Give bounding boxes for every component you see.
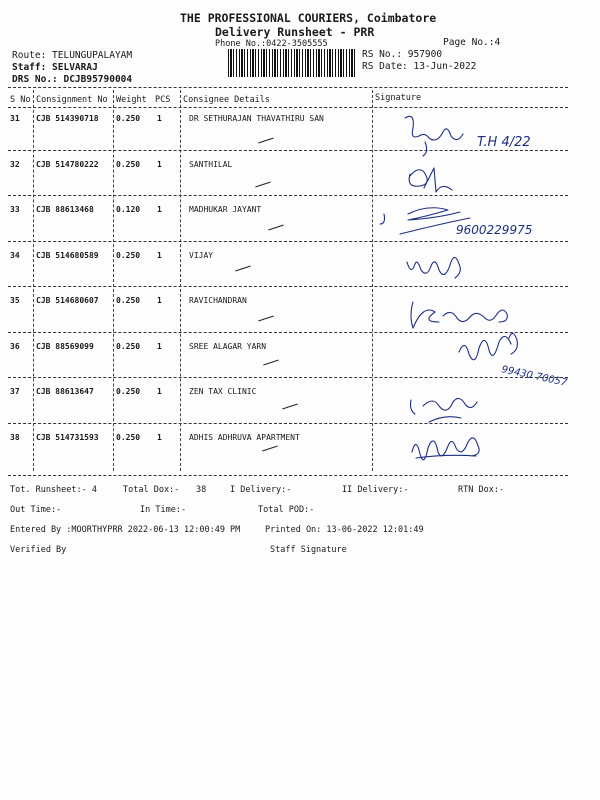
row-pcs: 1 [157,341,162,351]
row-weight: 0.250 [116,341,141,351]
row-sno: 34 [10,250,20,260]
col-sno: S No [10,95,31,105]
total-dox-label: Total Dox:- [123,485,180,495]
header-rule-top [8,87,568,88]
row-consignment: CJB 514680589 [36,250,99,260]
total-runsheet: Tot. Runsheet:- 4 [10,485,97,495]
signature-37 [405,392,495,428]
rs-date: RS Date: 13-Jun-2022 [362,61,477,72]
pen-mark [258,138,274,144]
row-weight: 0.250 [116,296,141,305]
row-weight: 0.250 [116,387,141,396]
row-weight: 0.120 [116,205,141,214]
row-weight: 0.250 [116,114,141,123]
header-rule-bottom [8,107,568,108]
row-pcs: 1 [157,296,162,305]
col-consignment: Consignment No [36,95,108,105]
signature-34 [403,252,483,282]
col-signature: Signature [375,93,422,103]
verified-by: Verified By [10,545,67,555]
pen-mark [258,316,274,322]
col-pcs: PCS [155,95,171,105]
row-sno: 33 [10,205,20,214]
pen-mark [282,404,298,410]
row-pcs: 1 [157,159,162,169]
staff-signature: Staff Signature [270,545,347,555]
col-divider [180,90,181,471]
row-pcs: 1 [157,205,162,214]
row-pcs: 1 [157,250,162,260]
barcode [228,49,356,77]
col-weight: Weight [116,95,147,105]
row-details: VIJAY [189,250,214,260]
total-pod: Total POD:- [258,505,315,515]
row-consignment: CJB 88569099 [36,341,94,351]
printed-on: Printed On: 13-06-2022 12:01:49 [265,525,424,535]
in-time: In Time:- [140,505,187,515]
out-time: Out Time:- [10,505,62,515]
ii-delivery: II Delivery:- [342,485,409,495]
row-consignment: CJB 88613647 [36,387,94,396]
staff: Staff: SELVARAJ [12,62,98,73]
rtn-dox: RTN Dox:- [458,485,505,495]
row-details: MADHUKAR JAYANT [189,205,262,214]
row-details: RAVICHANDRAN [189,296,247,305]
col-divider [372,90,373,471]
entered-by: Entered By :MOORTHYPRR 2022-06-13 12:00:49 PM [10,525,241,535]
row-sno: 31 [10,114,20,123]
row-consignment: CJB 514390718 [36,114,99,123]
row-sno: 32 [10,159,20,169]
footer-rule [8,475,568,476]
signature-36 [455,318,595,389]
row-details: SANTHILAL [189,159,233,169]
row-consignment: CJB 514731593 [36,432,99,442]
document-title: Delivery Runsheet - PRR [215,25,375,39]
row-details: ADHIS ADHRUVA APARTMENT [189,432,300,442]
rs-number: RS No.: 957900 [362,49,443,60]
row-pcs: 1 [157,387,162,396]
total-dox-value: 38 [196,485,207,495]
pen-mark [255,182,271,188]
pen-mark [235,266,251,272]
row-sno: 37 [10,387,20,396]
signature-38 [408,428,498,466]
row-pcs: 1 [157,432,162,442]
route: Route: TELUNGUPALAYAM [12,50,133,61]
row-consignment: CJB 514780222 [36,159,99,169]
row-sno: 35 [10,296,20,305]
svg-text:99430 70057: 99430 70057 [500,364,569,389]
row-sno: 38 [10,432,20,442]
i-delivery: I Delivery:- [230,485,292,495]
col-divider [113,90,114,471]
pen-mark [263,360,279,366]
drs-number: DRS No.: DCJB95790004 [12,74,133,85]
pen-mark [268,225,284,231]
row-pcs: 1 [157,114,162,123]
signature-31 [395,112,555,154]
row-divider [8,286,568,287]
row-consignment: CJB 514680607 [36,296,99,305]
page-number: Page No.:4 [443,37,501,48]
col-details: Consignee Details [183,95,270,105]
phone-number: Phone No.:0422-3505555 [215,39,328,49]
row-weight: 0.250 [116,432,141,442]
company-name: THE PROFESSIONAL COURIERS, Coimbatore [180,11,437,25]
svg-text:9600229975: 9600229975 [456,223,533,237]
signature-33 [378,206,578,244]
row-details: SREE ALAGAR YARN [189,341,267,351]
row-sno: 36 [10,341,20,351]
row-weight: 0.250 [116,159,141,169]
row-details: DR SETHURAJAN THAVATHIRU SAN [189,114,324,123]
col-divider [33,90,34,471]
row-weight: 0.250 [116,250,141,260]
pen-mark [262,446,278,452]
row-details: ZEN TAX CLINIC [189,387,257,396]
signature-32 [400,162,510,202]
row-consignment: CJB 88613468 [36,205,94,214]
svg-text:T.H 4/22: T.H 4/22 [477,135,531,150]
